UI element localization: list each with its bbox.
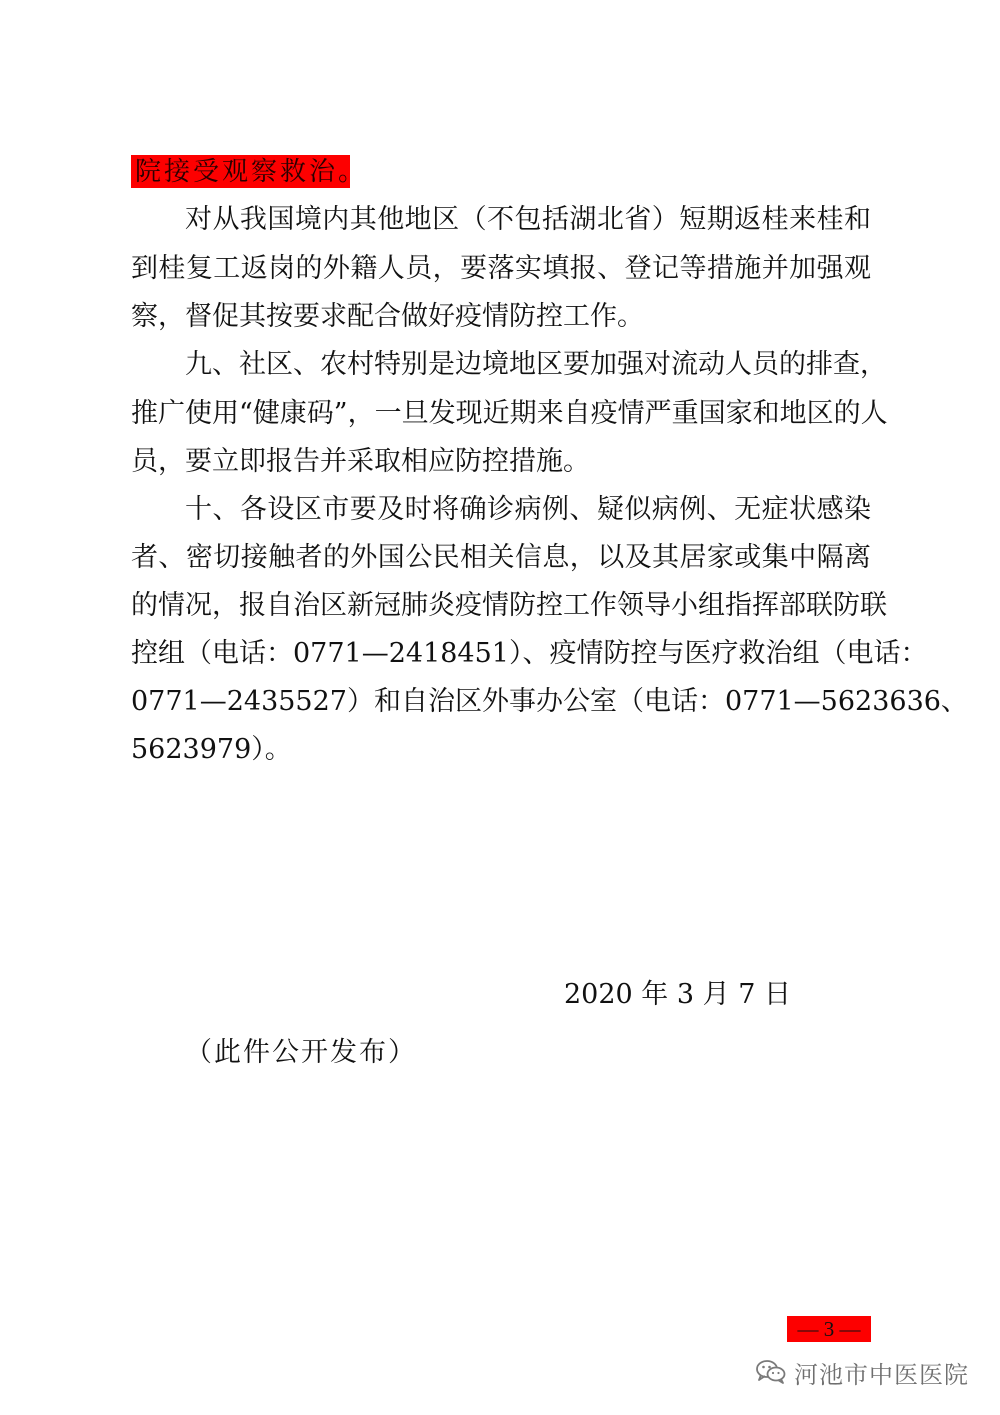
document-date: 2020 年 3 月 7 日 <box>564 979 791 1010</box>
paragraph-1-line-1: 对从我国境内其他地区（不包括湖北省）短期返桂来桂和 <box>185 204 871 235</box>
watermark <box>756 1354 969 1390</box>
wechat-icon <box>756 1359 786 1385</box>
paragraph-1-line-3: 察，督促其按要求配合做好疫情防控工作。 <box>131 301 644 332</box>
watermark-text: 河池市中医医院 <box>794 1360 969 1389</box>
paragraph-3-line-3: 的情况，报自治区新冠肺炎疫情防控工作领导小组指挥部联防联 <box>131 590 887 621</box>
paragraph-2-line-2: 推广使用“健康码”，一旦发现近期来自疫情严重国家和地区的人 <box>131 398 888 429</box>
paragraph-3-line-2: 者、密切接触者的外国公民相关信息，以及其居家或集中隔离 <box>131 542 871 573</box>
paragraph-3-line-4: 控组（电话：0771—2418451）、疫情防控与医疗救治组（电话： <box>131 638 928 669</box>
publish-note: （此件公开发布） <box>185 1037 417 1068</box>
paragraph-3-line-5: 0771—2435527）和自治区外事办公室（电话：0771—5623636、 <box>131 686 968 717</box>
paragraph-3-line-1: 十、各设区市要及时将确诊病例、疑似病例、无症状感染 <box>185 494 871 525</box>
page-number: — 3 — <box>787 1316 871 1342</box>
paragraph-2-line-3: 员，要立即报告并采取相应防控措施。 <box>131 446 590 477</box>
highlight-line: 院接受观察救治。 <box>135 157 368 187</box>
paragraph-3-line-6: 5623979）。 <box>131 734 292 765</box>
paragraph-2-line-1: 九、社区、农村特别是边境地区要加强对流动人员的排查， <box>185 349 887 380</box>
paragraph-1-line-2: 到桂复工返岗的外籍人员，要落实填报、登记等措施并加强观 <box>131 253 871 284</box>
